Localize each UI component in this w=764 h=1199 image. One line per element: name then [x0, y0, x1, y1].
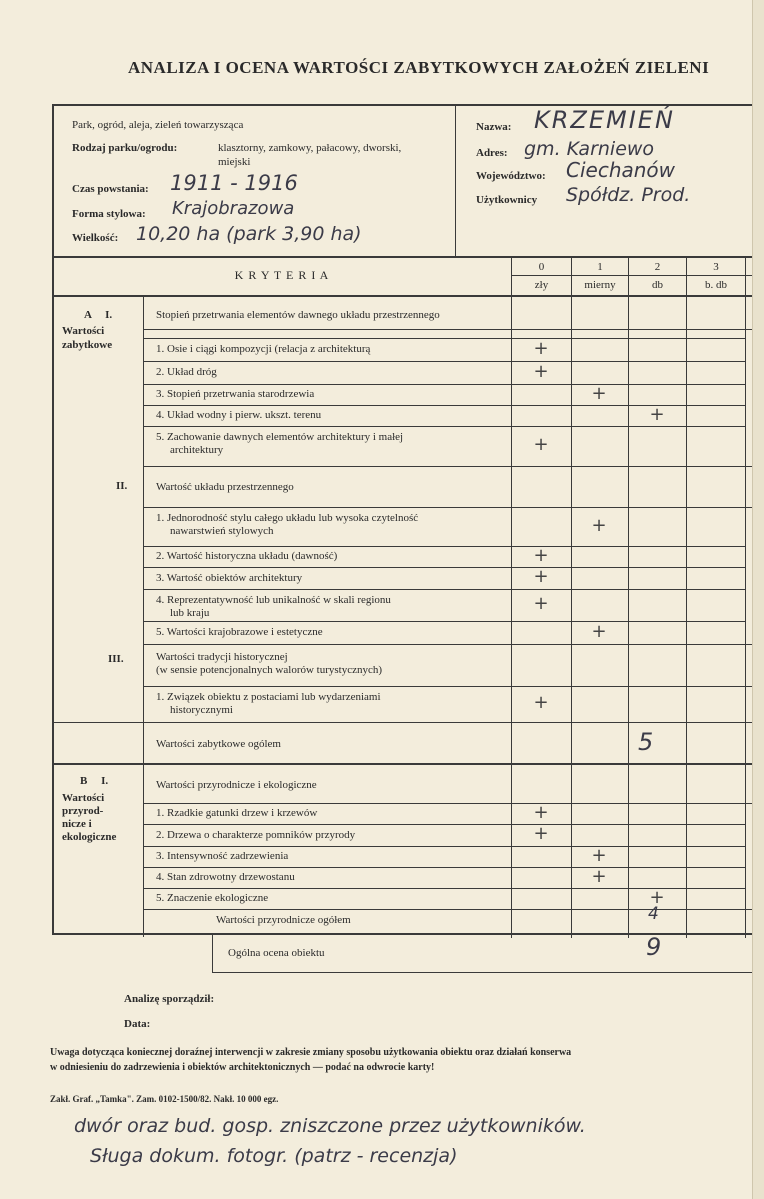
handwritten-note-1: dwór oraz bud. gosp. zniszczone przez użytkowników.	[74, 1115, 586, 1137]
rating-mark: +	[649, 403, 665, 425]
criterion-label-2: nawarstwień stylowych	[170, 525, 274, 537]
rodzaj-options-2: miejski	[218, 156, 251, 168]
section-a-title: Wartości zabytkowe	[62, 325, 113, 351]
total-b-label: Wartości przyrodnicze ogółem	[216, 914, 351, 926]
rodzaj-label: Rodzaj parku/ogrodu:	[72, 142, 178, 154]
analize-label: Analizę sporządził:	[124, 993, 215, 1005]
sub-iii-label: III.	[108, 653, 124, 665]
rating-mark: +	[533, 434, 549, 455]
col-header-mid-line	[511, 275, 752, 276]
data-label: Data:	[124, 1018, 151, 1030]
czas-label: Czas powstania:	[72, 183, 149, 195]
row-top-line	[143, 846, 745, 847]
sub-iii-top-line	[143, 644, 752, 645]
row-top-line	[143, 507, 745, 508]
total-a-label: Wartości zabytkowe ogólem	[156, 738, 281, 750]
row-top-line	[143, 867, 745, 868]
col-num-2: 2	[654, 261, 661, 273]
section-a-bottom	[52, 763, 752, 765]
criterion-label: 1. Osie i ciągi kompozycji (relacja z architekturą	[156, 343, 371, 355]
col-num-1: 1	[597, 261, 603, 273]
col-name-2: db	[652, 279, 663, 291]
criterion-label-2: historycznymi	[170, 704, 233, 716]
total-a-top-line	[52, 722, 752, 723]
col-line-1	[571, 258, 572, 938]
row-top-line	[143, 803, 745, 804]
nazwa-value: KRZEMIEŃ	[534, 106, 675, 134]
overall-value: 9	[646, 933, 662, 961]
criterion-label: 1. Związek obiektu z postaciami lub wydarzeniami	[156, 691, 381, 703]
row-top-line	[143, 426, 745, 427]
section-b-title-3: nicze i	[62, 818, 92, 830]
criterion-label: 5. Znaczenie ekologiczne	[156, 892, 269, 904]
criterion-label: 3. Intensywność zadrzewienia	[156, 850, 289, 862]
kryteria-label: K R Y T E R I A	[234, 268, 330, 282]
criteria-left-line	[143, 297, 144, 937]
wojewodztwo-label: Województwo:	[476, 170, 546, 182]
sub-ii-label: II.	[116, 480, 128, 492]
overall-bottom-line	[212, 972, 752, 973]
rating-mark: +	[591, 844, 607, 866]
forma-value: Krajobrazowa	[172, 198, 295, 219]
row-top-line	[143, 589, 745, 590]
section-b-title-1: Wartości	[62, 792, 105, 804]
col-name-0: zły	[534, 279, 549, 291]
rating-mark: +	[533, 692, 549, 713]
overall-left-line	[212, 933, 213, 973]
uwaga-line-1: Uwaga dotycząca koniecznej doraźnej interwencji w zakresie zmiany sposobu użytkowania obiektu oraz działań konserwa	[50, 1047, 572, 1058]
rating-mark: +	[591, 514, 607, 536]
criterion-label-2: architektury	[170, 444, 224, 456]
section-a-code: A I.	[84, 309, 113, 321]
section-b-title-4: ekologiczne	[62, 831, 117, 843]
rating-mark: +	[649, 886, 665, 908]
wojewodztwo-value: Ciechanów	[566, 158, 676, 182]
park-types: Park, ogród, aleja, zieleń towarzysząca	[72, 119, 244, 131]
overall-label: Ogólna ocena obiektu	[228, 947, 325, 959]
handwritten-note-2: Sługa dokum. fotogr. (patrz - recenzja)	[90, 1145, 458, 1167]
criterion-label: 5. Zachowanie dawnych elementów architektury i małej	[156, 431, 404, 443]
row-top-line	[143, 338, 745, 339]
criterion-label: 3. Stopień przetrwania starodrzewia	[156, 388, 315, 400]
rating-mark: +	[533, 823, 549, 844]
uzytkownicy-value: Spółdz. Prod.	[566, 184, 691, 206]
header-bottom	[52, 256, 752, 258]
row-top-line	[143, 361, 745, 362]
col-line-4	[745, 258, 746, 938]
col-line-0	[511, 258, 512, 938]
col-num-0: 0	[538, 261, 545, 273]
czas-value: 1911 - 1916	[170, 171, 298, 195]
criterion-label-2: lub kraju	[170, 607, 210, 619]
wielkosc-value: 10,20 ha (park 3,90 ha)	[136, 223, 362, 245]
criterion-label: 4. Stan zdrowotny drzewostanu	[156, 871, 295, 883]
row-top-line	[143, 567, 745, 568]
criterion-label: 3. Wartość obiektów architektury	[156, 571, 303, 584]
adres-label: Adres:	[476, 147, 508, 159]
paper-edge	[752, 0, 764, 1199]
rating-mark: +	[533, 544, 549, 566]
sub-i-header-line	[143, 329, 752, 330]
col-num-3: 3	[713, 261, 719, 273]
header-divider	[455, 104, 456, 256]
sub-i-header: Stopień przetrwania elementów dawnego układu przestrzennego	[156, 309, 440, 321]
col-name-3: b. db	[705, 279, 727, 291]
frame-left	[52, 104, 54, 934]
row-top-line	[143, 686, 745, 687]
uwaga-line-2: w odniesieniu do zadrzewienia i obiektów architektonicznych — podać na odwrocie karty!	[50, 1062, 435, 1073]
row-top-line	[143, 824, 745, 825]
criterion-label: 2. Drzewa o charakterze pomników przyrody	[156, 828, 356, 841]
total-b-top-line	[143, 909, 752, 910]
row-top-line	[143, 546, 745, 547]
rating-mark: +	[591, 382, 607, 404]
col-name-1: mierny	[584, 279, 616, 291]
kryteria-bottom	[52, 295, 752, 297]
total-b-value: 4	[648, 904, 659, 924]
sub-iii-header-2: (w sensie potencjonalnych walorów turystycznych)	[156, 664, 383, 676]
sub-ii-top-line	[143, 466, 752, 467]
criterion-label: 5. Wartości krajobrazowe i estetyczne	[156, 626, 323, 638]
section-b-header: Wartości przyrodnicze i ekologiczne	[156, 779, 317, 791]
criterion-label: 1. Jednorodność stylu całego układu lub wysoka czytelność	[156, 512, 419, 524]
sub-iii-header-1: Wartości tradycji historycznej	[156, 651, 288, 663]
criterion-label: 2. Wartość historyczna układu (dawność)	[156, 550, 338, 562]
nazwa-label: Nazwa:	[476, 121, 512, 133]
adres-value: gm. Karniewo	[524, 138, 655, 160]
rating-mark: +	[591, 865, 607, 887]
criterion-label: 2. Układ dróg	[156, 366, 217, 378]
row-top-line	[143, 621, 745, 622]
forma-label: Forma stylowa:	[72, 208, 146, 220]
wielkosc-label: Wielkość:	[72, 232, 119, 244]
rodzaj-options: klasztorny, zamkowy, pałacowy, dworski,	[218, 142, 402, 154]
document-title: ANALIZA I OCENA WARTOŚCI ZABYTKOWYCH ZAŁOŻEŃ ZIELENI	[128, 58, 710, 77]
row-top-line	[143, 384, 745, 385]
criterion-label: 4. Reprezentatywność lub unikalność w skali regionu	[156, 594, 391, 606]
sub-ii-header: Wartość układu przestrzennego	[156, 481, 294, 493]
rating-mark: +	[533, 337, 549, 359]
col-line-2	[628, 258, 629, 938]
rating-mark: +	[591, 620, 607, 642]
criterion-label: 1. Rzadkie gatunki drzew i krzewów	[156, 807, 318, 819]
section-b-title-2: przyrod-	[62, 805, 104, 817]
criterion-label: 4. Układ wodny i pierw. ukszt. terenu	[156, 409, 322, 421]
total-a-value: 5	[638, 728, 654, 756]
rating-mark: +	[533, 566, 549, 587]
col-line-3	[686, 258, 687, 938]
uzytkownicy-label: Użytkownicy	[476, 194, 538, 206]
rating-mark: +	[533, 360, 549, 382]
printer-info: Zakł. Graf. „Tamka". Zam. 0102-1500/82. Nakł. 10 000 egz.	[50, 1094, 279, 1104]
section-b-code: B I.	[80, 775, 109, 787]
rating-mark: +	[533, 801, 549, 823]
rating-mark: +	[533, 593, 549, 614]
